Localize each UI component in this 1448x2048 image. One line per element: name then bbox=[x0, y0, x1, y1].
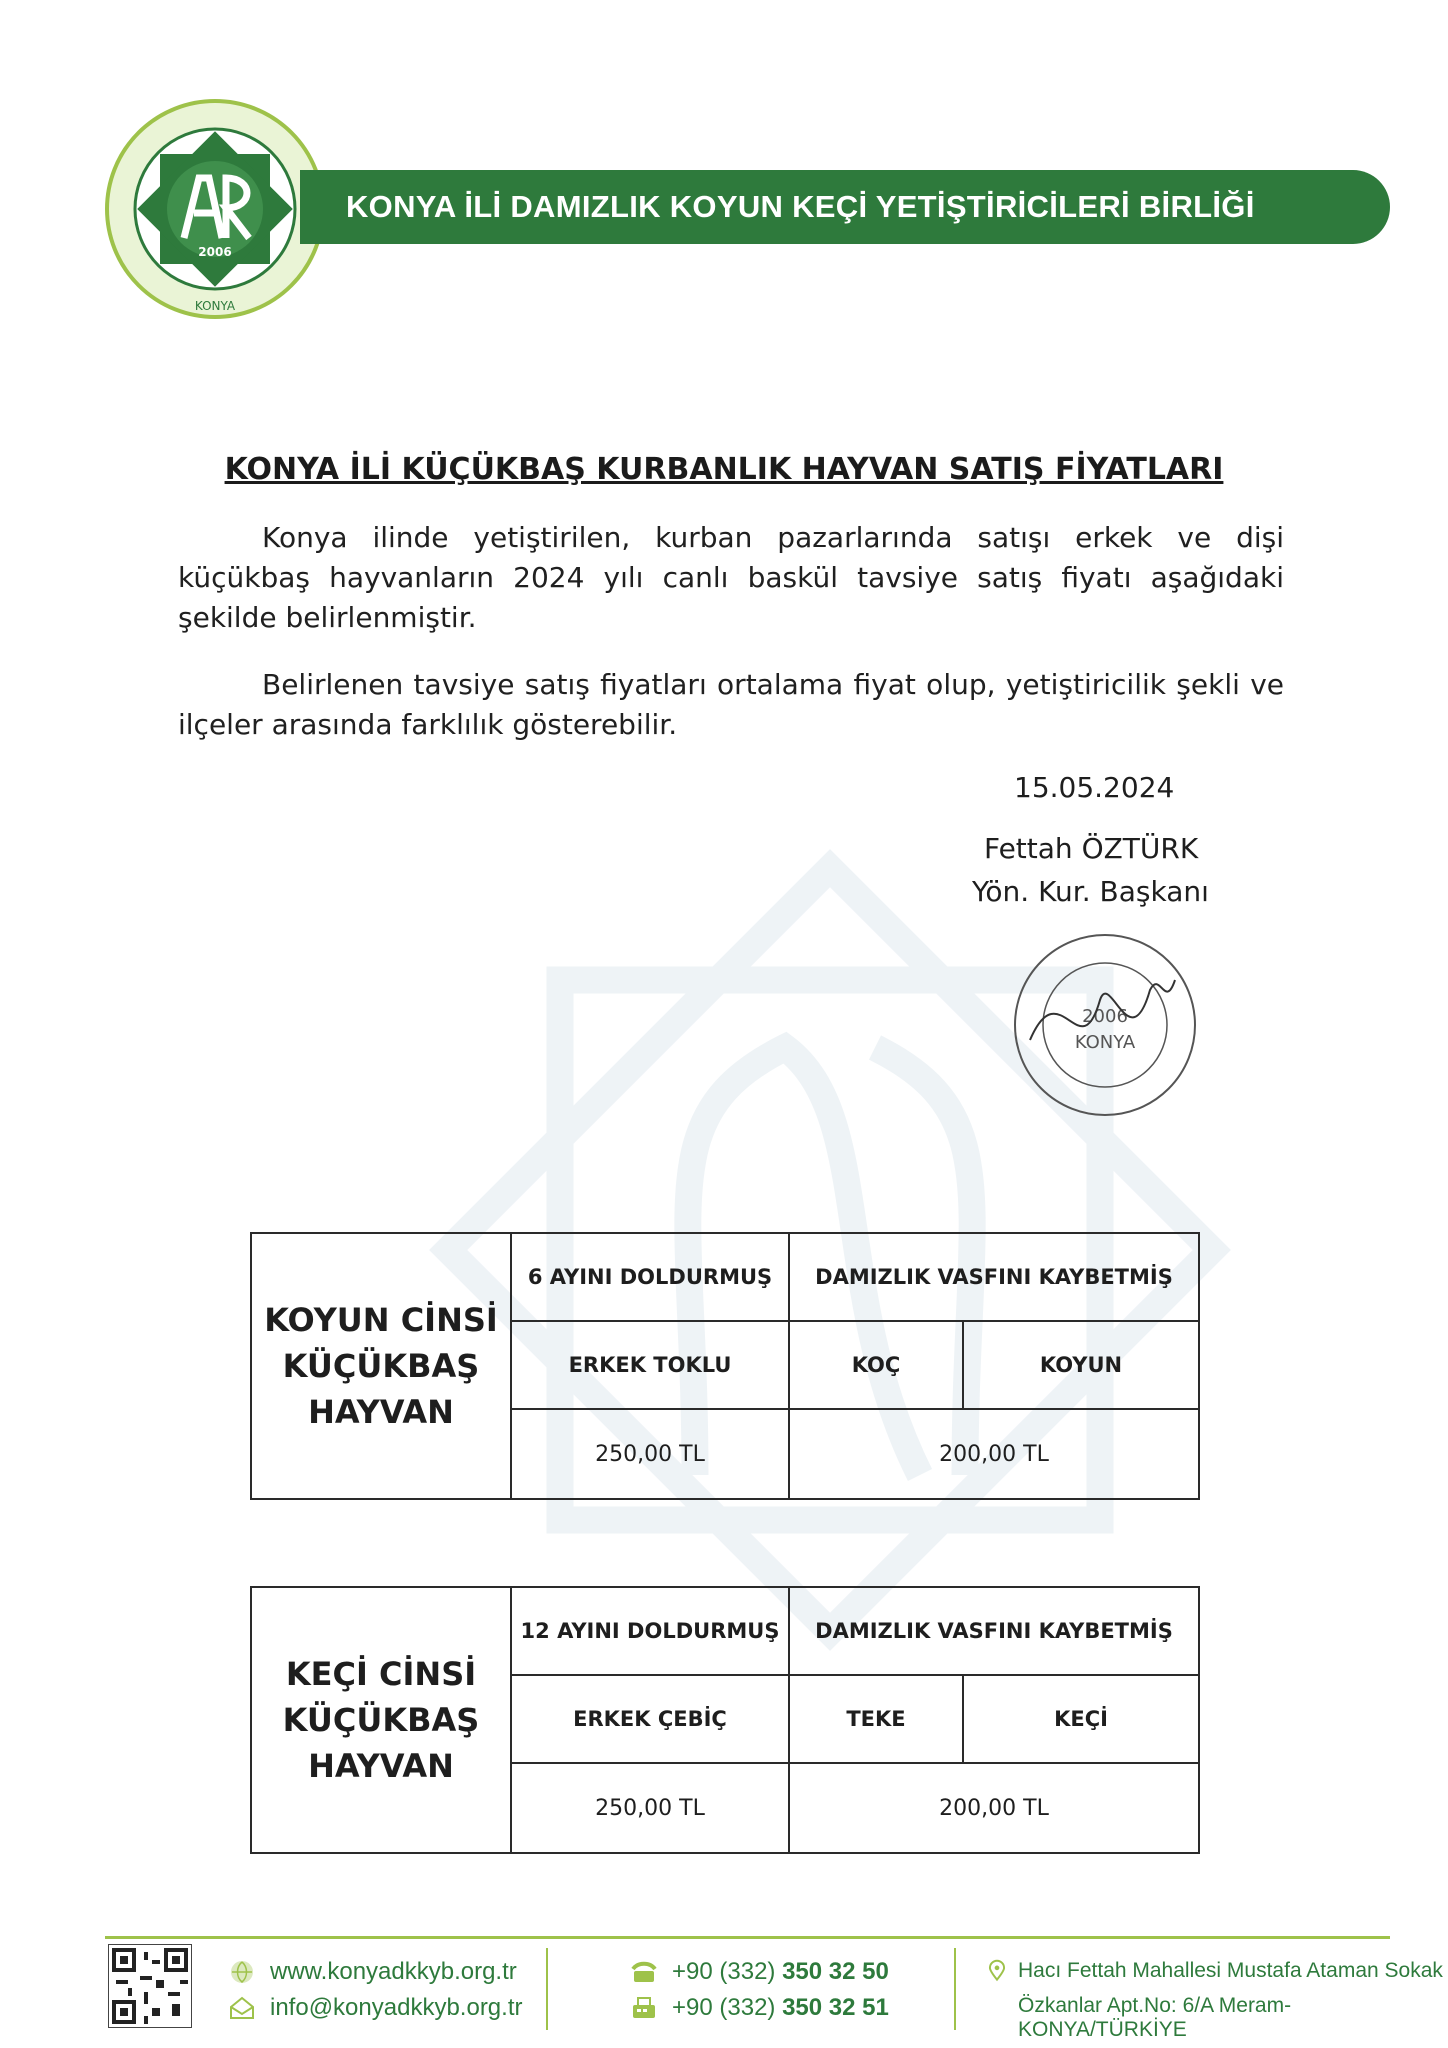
species-line: KOYUN CİNSİ bbox=[264, 1301, 498, 1339]
official-seal-stamp bbox=[990, 910, 1220, 1140]
goat-price-table bbox=[250, 1586, 1200, 1854]
species-line: KEÇİ CİNSİ bbox=[285, 1655, 477, 1693]
footer-email[interactable] bbox=[228, 1994, 522, 2022]
sheep-price-table bbox=[250, 1232, 1200, 1500]
animal-type-cell: KOÇ bbox=[789, 1321, 963, 1409]
footer-separator bbox=[954, 1948, 956, 2030]
breeding-loss-header: DAMIZLIK VASFINI KAYBETMİŞ bbox=[789, 1587, 1199, 1675]
fax-number[interactable]: 350 32 51 bbox=[782, 1994, 889, 2021]
species-line: KÜÇÜKBAŞ bbox=[282, 1347, 480, 1385]
animal-type-cell: KEÇİ bbox=[963, 1675, 1199, 1763]
price-cell: 200,00 TL bbox=[789, 1763, 1199, 1853]
phone-icon bbox=[630, 1959, 658, 1985]
species-cell bbox=[251, 1587, 511, 1853]
footer-fax[interactable] bbox=[630, 1994, 889, 2022]
animal-type-cell: KOYUN bbox=[963, 1321, 1199, 1409]
organization-logo bbox=[104, 98, 326, 320]
svg-text:2006: 2006 bbox=[198, 245, 232, 259]
species-cell bbox=[251, 1233, 511, 1499]
footer-phone[interactable] bbox=[630, 1958, 889, 1986]
footer-address-2 bbox=[1018, 1994, 1448, 2042]
globe-icon bbox=[228, 1959, 256, 1985]
animal-type-cell: ERKEK TOKLU bbox=[511, 1321, 789, 1409]
location-pin-icon bbox=[986, 1958, 1008, 1984]
signer-name: Fettah ÖZTÜRK bbox=[984, 832, 1199, 865]
svg-text:KONYA: KONYA bbox=[194, 299, 236, 313]
footer-website[interactable] bbox=[228, 1958, 517, 1986]
email-link[interactable]: info@konyadkkyb.org.tr bbox=[270, 1994, 523, 2021]
fax-icon bbox=[630, 1995, 658, 2021]
animal-type-cell: TEKE bbox=[789, 1675, 963, 1763]
price-cell: 250,00 TL bbox=[511, 1763, 789, 1853]
paragraph-2: Belirlenen tavsiye satış fiyatları ortalama fiyat olup, yetiştiricilik şekli ve ilçeler arasında farklılık gösterebilir. bbox=[178, 668, 1284, 741]
fax-prefix: +90 (332) bbox=[672, 1994, 776, 2021]
species-line: KÜÇÜKBAŞ bbox=[282, 1701, 480, 1739]
species-line: HAYVAN bbox=[308, 1393, 454, 1431]
phone-number[interactable]: 350 32 50 bbox=[782, 1958, 889, 1985]
qr-code-icon[interactable] bbox=[108, 1944, 192, 2028]
header-banner bbox=[300, 170, 1390, 244]
species-line: HAYVAN bbox=[308, 1747, 454, 1785]
age-group-header: 12 AYINI DOLDURMUŞ bbox=[511, 1587, 789, 1675]
age-group-header: 6 AYINI DOLDURMUŞ bbox=[511, 1233, 789, 1321]
phone-prefix: +90 (332) bbox=[672, 1958, 776, 1985]
footer-address bbox=[986, 1958, 1443, 1984]
banner-title: KONYA İLİ DAMIZLIK KOYUN KEÇİ YETİŞTİRİCİLERİ BİRLİĞİ bbox=[346, 189, 1255, 224]
address-line-2: Özkanlar Apt.No: 6/A Meram-KONYA/TÜRKİYE bbox=[1018, 1994, 1292, 2041]
footer-divider bbox=[105, 1936, 1390, 1939]
address-line-1: Hacı Fettah Mahallesi Mustafa Ataman Sokak bbox=[1018, 1959, 1443, 1982]
animal-type-cell: ERKEK ÇEBİÇ bbox=[511, 1675, 789, 1763]
signer-title: Yön. Kur. Başkanı bbox=[972, 875, 1209, 908]
document-date: 15.05.2024 bbox=[1014, 771, 1175, 804]
footer-separator bbox=[546, 1948, 548, 2030]
svg-text:KONYA: KONYA bbox=[1074, 1032, 1136, 1053]
mail-icon bbox=[228, 1995, 256, 2021]
breeding-loss-header: DAMIZLIK VASFINI KAYBETMİŞ bbox=[789, 1233, 1199, 1321]
svg-text:2006: 2006 bbox=[1082, 1006, 1128, 1027]
price-cell: 250,00 TL bbox=[511, 1409, 789, 1499]
document-title: KONYA İLİ KÜÇÜKBAŞ KURBANLIK HAYVAN SATIŞ FİYATLARI bbox=[224, 452, 1224, 487]
website-link[interactable]: www.konyadkkyb.org.tr bbox=[270, 1958, 517, 1985]
paragraph-1: Konya ilinde yetiştirilen, kurban pazarlarında satışı erkek ve dişi küçükbaş hayvanların 2024 yılı canlı baskül tavsiye satış fiyatı aşağıdaki şekilde belirlenmiştir. bbox=[178, 521, 1284, 634]
price-cell: 200,00 TL bbox=[789, 1409, 1199, 1499]
